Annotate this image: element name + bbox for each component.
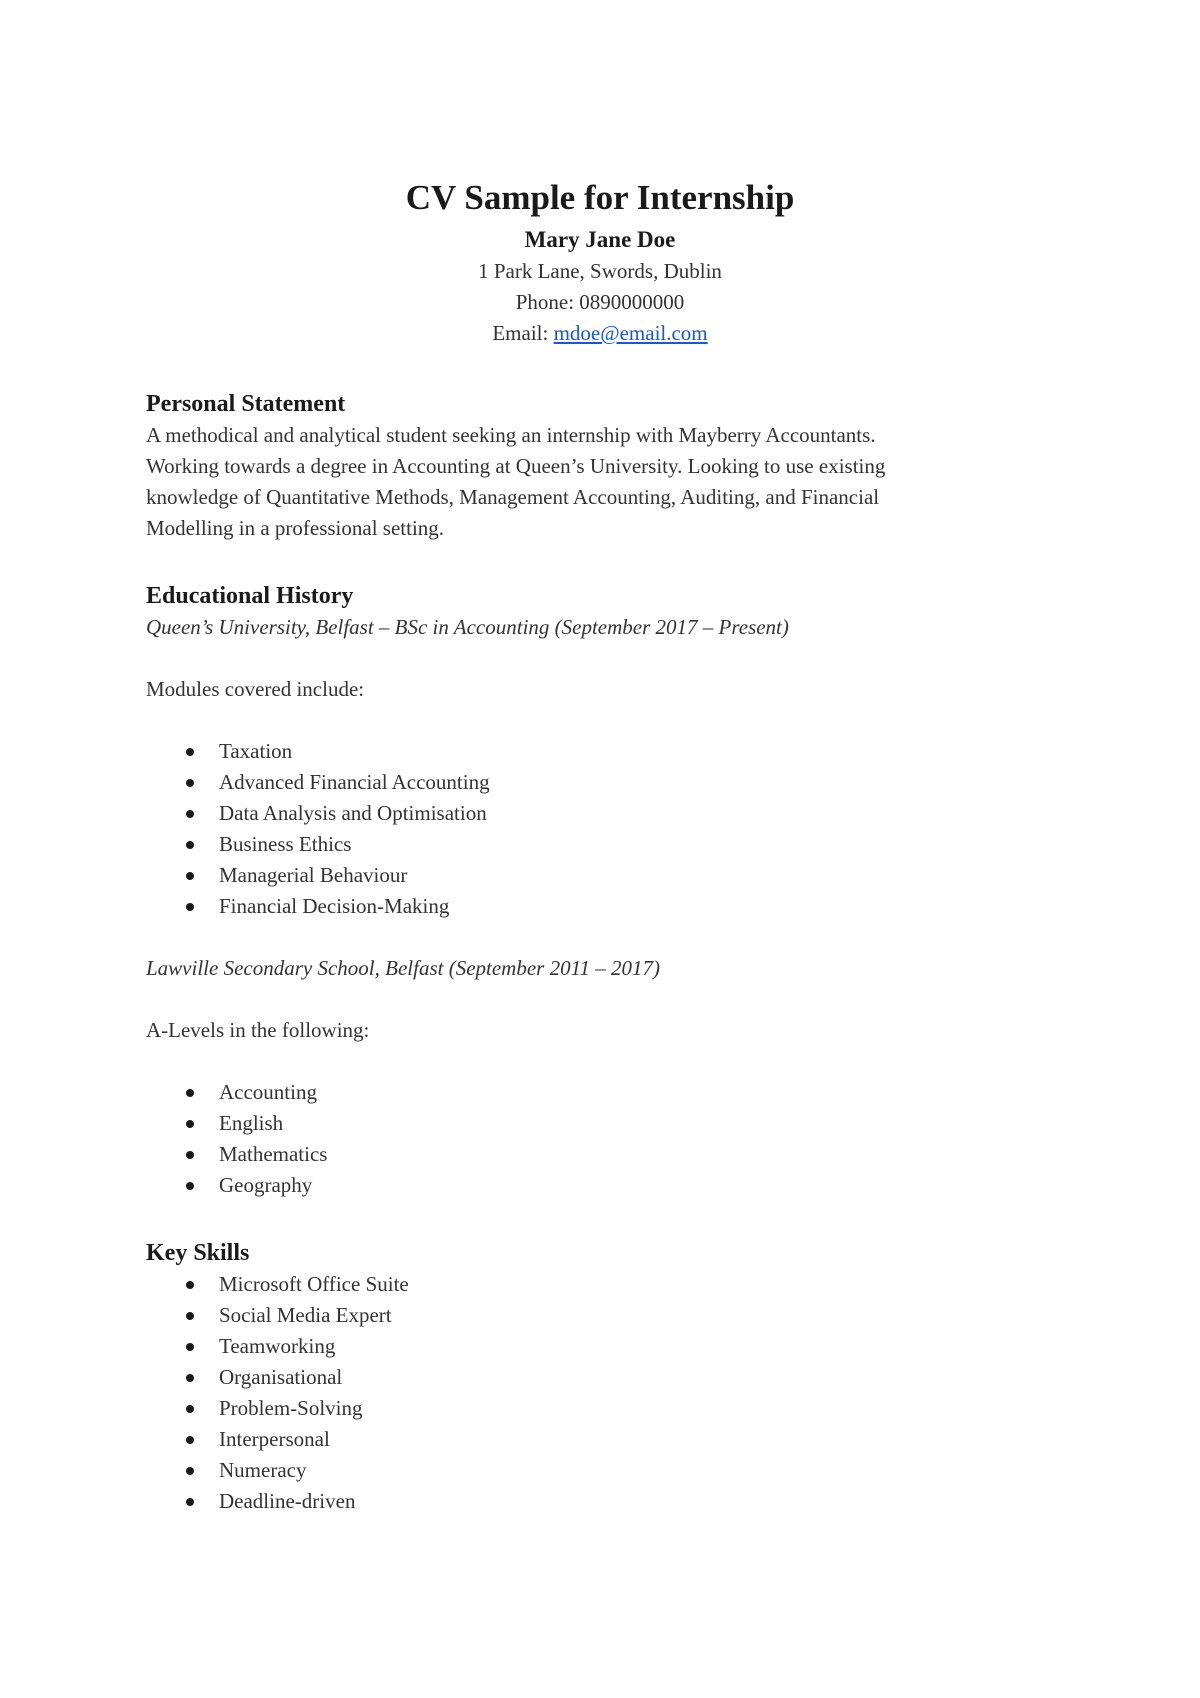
bullet-icon bbox=[186, 1151, 194, 1159]
modules-list bbox=[146, 736, 1056, 922]
subject-label: Accounting bbox=[219, 1080, 317, 1104]
list-item bbox=[146, 1269, 1056, 1300]
address: 1 Park Lane, Swords, Dublin bbox=[478, 259, 722, 283]
candidate-name: Mary Jane Doe bbox=[524, 227, 676, 252]
spacer bbox=[146, 544, 1056, 580]
cv-body bbox=[146, 388, 1056, 1517]
spacer bbox=[146, 643, 1056, 674]
list-item bbox=[146, 1331, 1056, 1362]
spacer bbox=[146, 705, 1056, 736]
bullet-icon bbox=[186, 872, 194, 880]
email-line bbox=[0, 318, 1200, 349]
skills-list bbox=[146, 1269, 1056, 1517]
skill-label: Teamworking bbox=[219, 1334, 336, 1358]
skill-label: Organisational bbox=[219, 1365, 343, 1389]
spacer bbox=[146, 984, 1056, 1015]
subject-label: Mathematics bbox=[219, 1142, 328, 1166]
bullet-icon bbox=[186, 903, 194, 911]
module-label: Advanced Financial Accounting bbox=[219, 770, 490, 794]
module-label: Business Ethics bbox=[219, 832, 352, 856]
list-item bbox=[146, 1139, 1056, 1170]
list-item bbox=[146, 1077, 1056, 1108]
module-label: Data Analysis and Optimisation bbox=[219, 801, 487, 825]
list-item bbox=[146, 1170, 1056, 1201]
bullet-icon bbox=[186, 1405, 194, 1413]
list-item bbox=[146, 1424, 1056, 1455]
bullet-icon bbox=[186, 1281, 194, 1289]
module-label: Managerial Behaviour bbox=[219, 863, 408, 887]
personal-statement-line: A methodical and analytical student seeking an internship with Mayberry Accountants. bbox=[146, 423, 876, 447]
bullet-icon bbox=[186, 1089, 194, 1097]
list-item bbox=[146, 1486, 1056, 1517]
spacer bbox=[146, 1201, 1056, 1237]
list-item bbox=[146, 798, 1056, 829]
bullet-icon bbox=[186, 1374, 194, 1382]
skills-section bbox=[146, 1237, 1056, 1517]
module-label: Financial Decision-Making bbox=[219, 894, 450, 918]
personal-statement-heading: Personal Statement bbox=[146, 391, 346, 417]
skill-label: Microsoft Office Suite bbox=[219, 1272, 409, 1296]
education-section bbox=[146, 580, 1056, 1201]
module-label: Taxation bbox=[219, 739, 293, 763]
document-title: CV Sample for Internship bbox=[405, 178, 795, 217]
skill-label: Numeracy bbox=[219, 1458, 307, 1482]
email-label: Email: bbox=[492, 321, 554, 345]
spacer bbox=[146, 922, 1056, 953]
subject-label: Geography bbox=[219, 1173, 313, 1197]
university-title: Queen’s University, Belfast – BSc in Accounting (September 2017 – Present) bbox=[146, 615, 789, 639]
bullet-icon bbox=[186, 1436, 194, 1444]
personal-statement-line: Working towards a degree in Accounting at Queen’s University. Looking to use existing bbox=[146, 454, 886, 478]
bullet-icon bbox=[186, 1312, 194, 1320]
personal-statement-line: Modelling in a professional setting. bbox=[146, 516, 445, 540]
alevels-intro: A-Levels in the following: bbox=[146, 1018, 370, 1042]
modules-intro: Modules covered include: bbox=[146, 677, 365, 701]
list-item bbox=[146, 1455, 1056, 1486]
personal-statement-section bbox=[146, 388, 1056, 544]
list-item bbox=[146, 767, 1056, 798]
list-item bbox=[146, 860, 1056, 891]
bullet-icon bbox=[186, 1182, 194, 1190]
skill-label: Interpersonal bbox=[219, 1427, 330, 1451]
bullet-icon bbox=[186, 810, 194, 818]
bullet-icon bbox=[186, 841, 194, 849]
education-heading: Educational History bbox=[146, 583, 354, 609]
bullet-icon bbox=[186, 1467, 194, 1475]
skill-label: Deadline-driven bbox=[219, 1489, 356, 1513]
subject-label: English bbox=[219, 1111, 284, 1135]
bullet-icon bbox=[186, 1120, 194, 1128]
bullet-icon bbox=[186, 779, 194, 787]
cv-header bbox=[0, 176, 1200, 349]
list-item bbox=[146, 1393, 1056, 1424]
skills-heading: Key Skills bbox=[146, 1240, 250, 1266]
spacer bbox=[146, 1046, 1056, 1077]
skill-label: Problem-Solving bbox=[219, 1396, 363, 1420]
list-item bbox=[146, 1362, 1056, 1393]
alevels-list bbox=[146, 1077, 1056, 1201]
list-item bbox=[146, 829, 1056, 860]
skill-label: Social Media Expert bbox=[219, 1303, 392, 1327]
phone: Phone: 0890000000 bbox=[515, 290, 685, 314]
school-title: Lawville Secondary School, Belfast (September 2011 – 2017) bbox=[146, 956, 661, 980]
list-item bbox=[146, 736, 1056, 767]
email-link[interactable]: mdoe@email.com bbox=[553, 321, 708, 345]
bullet-icon bbox=[186, 748, 194, 756]
list-item bbox=[146, 1108, 1056, 1139]
personal-statement-line: knowledge of Quantitative Methods, Management Accounting, Auditing, and Financial bbox=[146, 485, 880, 509]
list-item bbox=[146, 1300, 1056, 1331]
bullet-icon bbox=[186, 1498, 194, 1506]
list-item bbox=[146, 891, 1056, 922]
bullet-icon bbox=[186, 1343, 194, 1351]
